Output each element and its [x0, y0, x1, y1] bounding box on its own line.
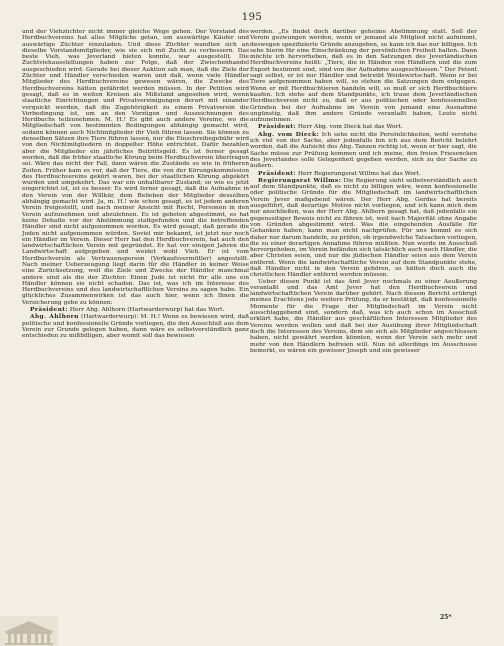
body-paragraph: werden. „Es findet doch darüber geheime Abstimmung statt. Soll der Verein gezwungen werden, wenn er jemand als Mitglied nicht aufnimmt, deswegen spezifizierte Gründe anzugeben, so kann ich das nur billigen. Ich sehe hierin für eine Einschränkung der persönlichen Freiheit halten. Dann möchte ich hervorheben, daß es in den Satzungen des Jeverländischen Herdbuchvereins heißt: „Tiere, die in Händen von Händlern und die zum Export bestimmt sind, sind von der Aufnahme ausgeschlossen.“ Der Petent sagt selbst, er ist nur Händler und betreibt Weidewirtschaft. Wenn er bei Tiere aufgenommen haben will, so stehen die Satzungen dem entgegen. Wenn er mit Herdbuchtieren handeln will, so muß er sich Herdbuchtiere kaufen. Ich stehe auf dem Standpunkte, ich traue dem Jeverländischen Herdbuchverein nicht zu, daß er aus politischen oder konfessionellen Gründen bei der Aufnahme im Verein von jemand eine Ausnahme ungünstig, daß ihm andere Gründe veranlaßt haben, Leute nicht aufzunehmen.: [250, 29, 477, 124]
speaker-text: (Hartwarderwurp): M. H.! Wenn es bewiesen wird, daß politische und konfessionelle Gründe vorliegen, die den Ausschluß aus dem Verein zur Grunde gelegen haben, dann wäre es selbstverständlich ganz entschieden zu mißbilligen, aber womit soll das bewiesen: [22, 314, 250, 340]
right-column: [250, 29, 477, 354]
speaker-text: Die Regierung sieht selbstverständlich auch auf dem Standpunkte, daß es nicht zu billigen wäre, wenn konfessionelle oder politische Gründe für die Mitgliedschaft im landwirtschaftlichen Verein Jever maßgebend wären. Der Herr Abg. Gerdes hat bereits ausgeführt, daß derartige Motive nicht vorliegen, und ich kann mich dem nur anschließen, was der Herr Abg. Ahlhorn gesagt hat, daß jedenfalls ein gegenseitiger Beweis nicht zu führen ist, weil nach Majorität ohne Angabe von Gründen abgestimmt wird. Was die eingehenden Ausfälle für Gehanken haben, kann man nicht nachprüfen. Für uns kommt es sich daher nur darum handeln, zu prüfen, ob irgendwelche Tatsachen vorliegen, die zu einer derartigen Annahme führen müßten. Nun wurde im Ausschuß hervorgehoben, im Verein befänden sich tatsächlich auch noch Händler, die aber Christen seien, und nur die jüdischen Händler seien aus dem Verein entfernt. Wenn die landwirtschaftliche Verein auf dem Standpunkte stehe, daß Händler nicht in den Verein gehören, so hätten doch auch die christlichen Händler entfernt werden müssen.: [250, 177, 477, 279]
speaker-text: Herr Abg. vom Dieck hat das Wort.: [297, 124, 403, 131]
library-logo-icon: [0, 616, 58, 646]
speaker-text: Ich sehe nicht die Persönlichkeiten, wohl verstehe ich viel von der Sache, aber jedenfalls bin ich aus dem Bericht belehrt worden, daß die Aufsicht des Abg. Tanzen richtig ist, wenn er hier sagt, die Sache müsse zur Prüfung kommen und ich meine, den freien Friesencken des Jeverlandes solle Gelegenheit gegeben werden, sich zu der Sache zu äußern.: [250, 131, 477, 170]
speaker-label: Regierungsrat Willms:: [258, 176, 342, 184]
speaker-text: Herr Regierungsrat Willms hat das Wort.: [297, 170, 421, 177]
speaker-paragraph: [22, 314, 249, 339]
speaker-paragraph: [250, 178, 477, 279]
speaker-label: Abg. Ahlhorn: [30, 313, 79, 321]
speaker-label: Präsident:: [258, 123, 296, 131]
page-signature: 25*: [440, 614, 452, 621]
speaker-label: Abg. vom Dieck:: [258, 130, 320, 138]
page-number: 195: [241, 12, 263, 23]
body-paragraph: und der Viehzüchter nicht immer gleiche Wege gehen. Der Vorstand des Herdbuchvereins hat alles Mögliche getan, um auswärtige Käufer und auswärtige Züchter einzuladen. Und diese Züchter wandten sich an dieselbe Vorstandsmitglieder, wie sie sich mit Zucht zu verbessern. Das beste Vieh, was Jeverland bieten konnte, war ausgestellt. Die Zuchtviehausstellungen haben zur Folge, daß der Zwischenhandel ausgeschieden wird. Gerade bei dieser Auktion sah man, daß die Ziele der Züchter und Händler verschieden waren und daß, wenn viele Händler Mitglieder des Herdbuchvereins gewesen wären, die Zwecke des Herdbuchvereins hätten gefährdet werden müssen. In der Petition wird gesagt, daß es in weiten Kreisen als Mißstand angesehen wird, wenn staatliche Einrichtungen und Privatvereinigungen derart mit einander verquickt werden, daß die Zugehörigkeit zu einem Privatverein die Vorbedingung ist, um an den Vorzügen und Auszeichnungen des Herdbuchs teilzunehmen. M. H.! Es gibt auch andere Vereine, wo die Mitgliedschaft von bestimmten Bedingungen abhängig gemacht wird, sodann können auch Nichtmitglieder ihr Vieh führen lassen. Sie können zu denselben Sätzen ihre Tiere führen lassen, nur die Einschreibegebühr wird von den Nichtmitgliedern in doppelter Höhe entrichtet. Dafür bezahlen aber die Mitglieder ein jährliches Beitrittsgeld. Es ist ferner gesagt worden, daß die früher staatliche Körung beim Herdbuchverein übertragen sei. Wäre das nicht der Fall, dann wären die Zustände so wie in früheren Zeiten. Früher kam es vor, daß der Tiere, die von der Körungskommission des Herdbuchvereins gekört waren, bei der staatlichen Körung abgekört wurden und umgekehrt. Das war ein unhaltbarer Zustand; so wie es jetzt eingerichtet ist, ist es besser. Es wird ferner gesagt, daß die Aufnahme in den Verein von der Willkür, dem Belieben der Mitglieder desselben abhängig gemacht wird. Ja, m. H.! wie schon gesagt, es ist jedem anderen Verein freigestellt, und nach meiner Ansicht mit Recht, Personen in den Verein aufzunehmen und abzulehnen. Es ist gebeten abgestimmt, es hat keine Debatte vor der Abstimmung stattgefunden und die betreffenden Händler sind nicht aufgenommen worden. Es wird gesagt, daß gerade die Juden nicht aufgenommen würden. Soviel mir bekannt, ist jetzt nur noch ein Händler im Verein. Dieser Herr hat den Herdbuchverein, hat auch den landwirtschaftlichen Verein mit gegründet. Er hat vor einigen Jahren die Landwirtschaft aufgegeben und weidet wohl Vieh. Er ist vom Herdbuchverein als Vertrauensperson (Verkaufsvermittler) angestellt. Nach meiner Ueberzeugung liegt darin für die Händler in keiner Weise eine Zurücksetzung, weil die Ziele und Zwecke der Händler manchmal andere sind als die der Züchter. Einen Jude ist nicht für alle uns ein Händler können sie nicht schaden. Das ist, was ich im Interesse des Herdbuchvereins und des landwirtschaftlichen Vereins zu sagen habe. Ein glückliches Zusammenwirken ist das auch hier, wenn ich Ihnen die Versicherung gebe zu können:: [22, 29, 249, 306]
left-column: [22, 29, 249, 340]
speaker-label: Präsident:: [258, 169, 296, 177]
body-paragraph: Ueber diesen Punkt ist das Amt Jever nochmals zu einer Aeußerung veranlaßt und das Amt Jever hat den Herdbuchverein und landwirtschaftlichen Verein darüber gehört. Nach diesem Bericht erübrigt meines Erachtens jede weitere Prüfung, da er bestätigt, daß konfessionelle Momente für die Frage der Mitgliedschaft im Verein nicht ausschlaggebend sind, sondern daß, was ich auch schon im Ausschuß erklärt habe, die Händler aus geschäftlichen Interessen Mitglieder des Vereins werden wollen und daß bei der Ausübung ihrer Mitgliedschaft doch die Interessen des Vereins, dem sie sich als Mitglieder angeschlossen haben, nicht gewährt werden könnten, wenn der Verein sich mehr und mehr von den Händlern befreien will. Nun ist allerdings im Ausschusse bemerkt, es wären ein gewisser Joseph und ein gewisser: [250, 278, 477, 354]
speaker-text: Herr Abg. Ahlhorn (Hartwarderwurp) hat das Wort.: [69, 307, 225, 314]
speaker-label: Präsident:: [30, 306, 68, 314]
speaker-paragraph: [250, 132, 477, 170]
